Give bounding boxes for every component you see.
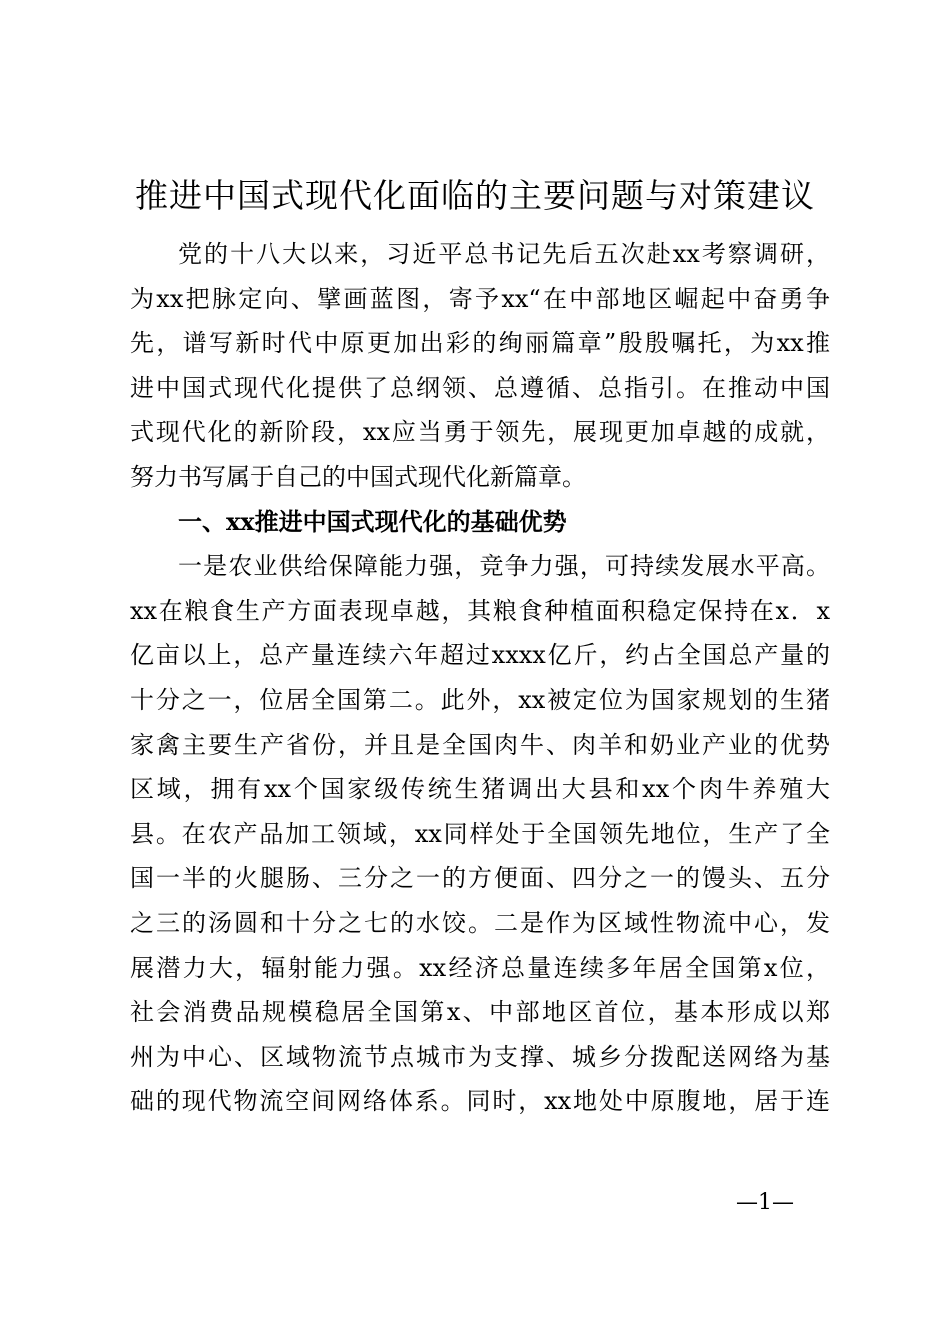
page-number: —1— [736, 1190, 794, 1215]
section-line-6: 区域，拥有xx个国家级传统生猪调出大县和xx个肉牛养殖大 [130, 775, 830, 804]
section-line-2: xx在粮食生产方面表现卓越，其粮食种植面积稳定保持在x．x [130, 596, 830, 625]
intro-line-1: 党的十八大以来，习近平总书记先后五次赴xx考察调研， [178, 240, 830, 268]
section-line-8: 国一半的火腿肠、三分之一的方便面、四分之一的馒头、五分 [130, 864, 830, 893]
page-title: 推进中国式现代化面临的主要问题与对策建议 [135, 176, 815, 215]
intro-line-4: 进中国式现代化提供了总纲领、总遵循、总指引。在推动中国 [130, 373, 830, 402]
section-heading: 一、xx推进中国式现代化的基础优势 [178, 506, 567, 536]
section-line-10: 展潜力大，辐射能力强。xx经济总量连续多年居全国第x位， [130, 953, 830, 982]
section-line-5: 家禽主要生产省份，并且是全国肉牛、肉羊和奶业产业的优势 [130, 730, 830, 759]
intro-line-3: 先，谱写新时代中原更加出彩的绚丽篇章”殷殷嘱托，为xx推 [130, 329, 830, 358]
section-line-3: 亿亩以上，总产量连续六年超过xxxx亿斤，约占全国总产量的 [130, 641, 830, 670]
section-line-7: 县。在农产品加工领域，xx同样处于全国领先地位，生产了全 [130, 819, 830, 848]
section-line-1: 一是农业供给保障能力强，竞争力强，可持续发展水平高。 [178, 552, 830, 581]
section-line-9: 之三的汤圆和十分之七的水饺。二是作为区域性物流中心，发 [130, 908, 830, 937]
section-line-11: 社会消费品规模稳居全国第x、中部地区首位，基本形成以郑 [130, 998, 830, 1027]
document-body [130, 232, 830, 1124]
intro-line-6: 努力书写属于自己的中国式现代化新篇章。 [130, 462, 586, 491]
section-line-12: 州为中心、区域物流节点城市为支撑、城乡分拨配送网络为基 [130, 1042, 830, 1071]
section-line-4: 十分之一，位居全国第二。此外，xx被定位为国家规划的生猪 [130, 685, 830, 714]
intro-line-2: 为xx把脉定向、擘画蓝图，寄予xx“在中部地区崛起中奋勇争 [130, 284, 830, 313]
intro-line-5: 式现代化的新阶段，xx应当勇于领先，展现更加卓越的成就， [130, 418, 830, 447]
section-line-13: 础的现代物流空间网络体系。同时，xx地处中原腹地，居于连 [130, 1087, 830, 1116]
